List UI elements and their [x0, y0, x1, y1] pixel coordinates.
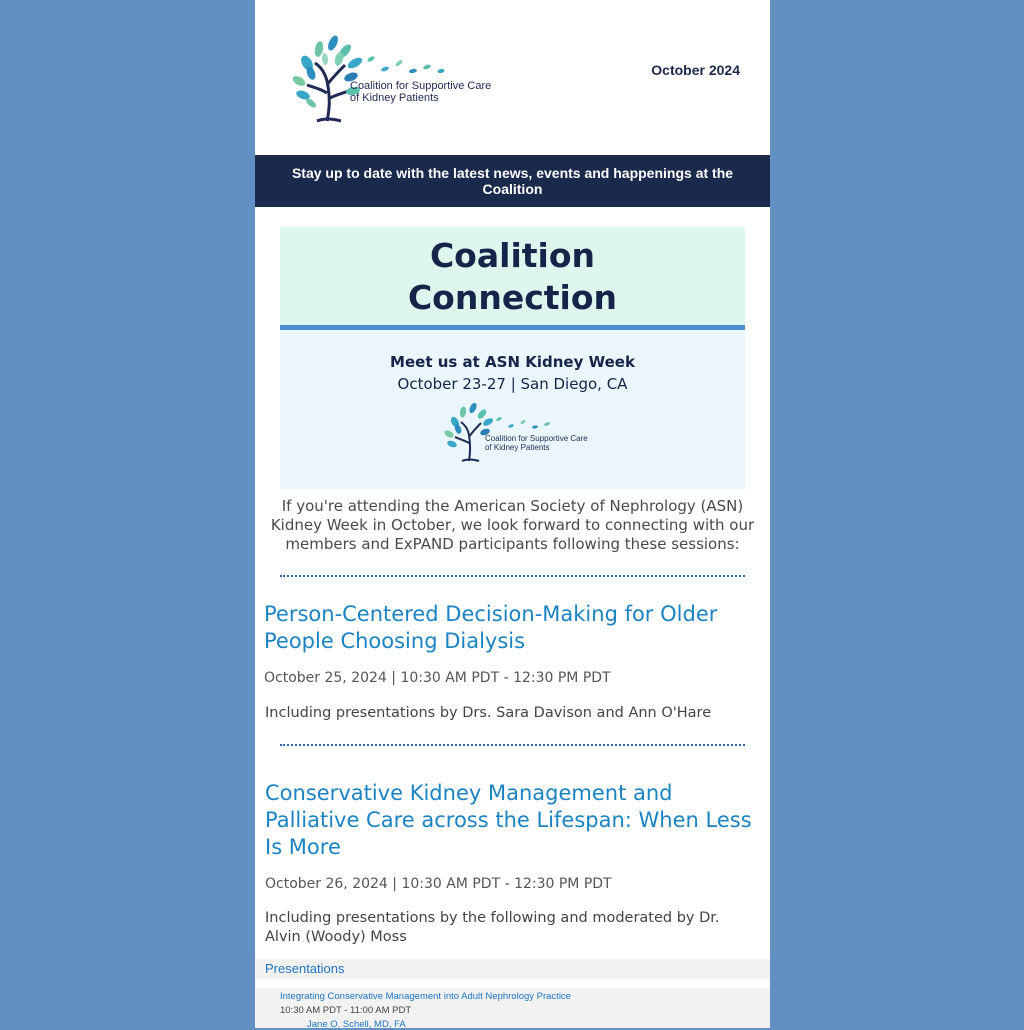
coalition-connection-hero[interactable] [280, 227, 745, 489]
hero-title-line-2: Connection [407, 278, 618, 317]
hero-logo-text [485, 434, 588, 452]
coalition-logo[interactable] [287, 33, 497, 125]
session-title-link[interactable]: Person-Centered Decision-Making for Older People Choosing Dialysis [264, 602, 718, 653]
hero-subtitle: Meet us at ASN Kidney Week [390, 353, 635, 371]
session-description: Including presentations by Drs. Sara Davison and Ann O'Hare [265, 705, 712, 721]
hero-logo-line-2: of Kidney Patients [485, 443, 550, 452]
hero-title [280, 235, 745, 319]
email-body [255, 0, 770, 1030]
presentation-speaker-link[interactable]: Jane O. Schell, MD, FA [307, 1019, 406, 1030]
hero-dates: October 23-27 | San Diego, CA [397, 375, 628, 393]
section-divider [280, 575, 745, 577]
hero-logo-line-1: Coalition for Supportive Care [485, 434, 588, 443]
tagline-banner: Stay up to date with the latest news, events and happenings at the Coalition [255, 155, 770, 207]
hero-divider [280, 325, 745, 330]
intro-paragraph: If you're attending the American Society of Nephrology (ASN) Kidney Week in October, we look forward to connecting with our members and ExPAND participants following these sessions: [270, 497, 755, 553]
session-date: October 26, 2024 | 10:30 AM PDT - 12:30 PM PDT [265, 876, 612, 892]
presentation-time: 10:30 AM PDT - 11:00 AM PDT [280, 1005, 412, 1016]
tree-logo-icon [287, 33, 497, 125]
session-date: October 25, 2024 | 10:30 AM PDT - 12:30 PM PDT [264, 670, 611, 686]
session-title-link[interactable]: Conservative Kidney Management and Palliative Care across the Lifespan: When Less Is More [265, 781, 752, 859]
email-header [255, 0, 770, 155]
tree-logo-small-icon [441, 401, 591, 465]
section-divider [280, 744, 745, 746]
hero-title-line-1: Coalition [429, 236, 596, 275]
hero-logo [441, 401, 591, 465]
logo-text [350, 80, 491, 104]
issue-date: October 2024 [651, 62, 740, 78]
presentation-title-link[interactable]: Integrating Conservative Management into Adult Nephrology Practice [280, 991, 571, 1002]
session-description: Including presentations by the following and moderated by Dr. Alvin (Woody) Moss [265, 910, 720, 945]
presentations-list [255, 988, 770, 1028]
presentations-header: Presentations [255, 959, 770, 979]
logo-line-1: Coalition for Supportive Care [350, 80, 492, 92]
logo-line-2: of Kidney Patients [350, 92, 439, 104]
